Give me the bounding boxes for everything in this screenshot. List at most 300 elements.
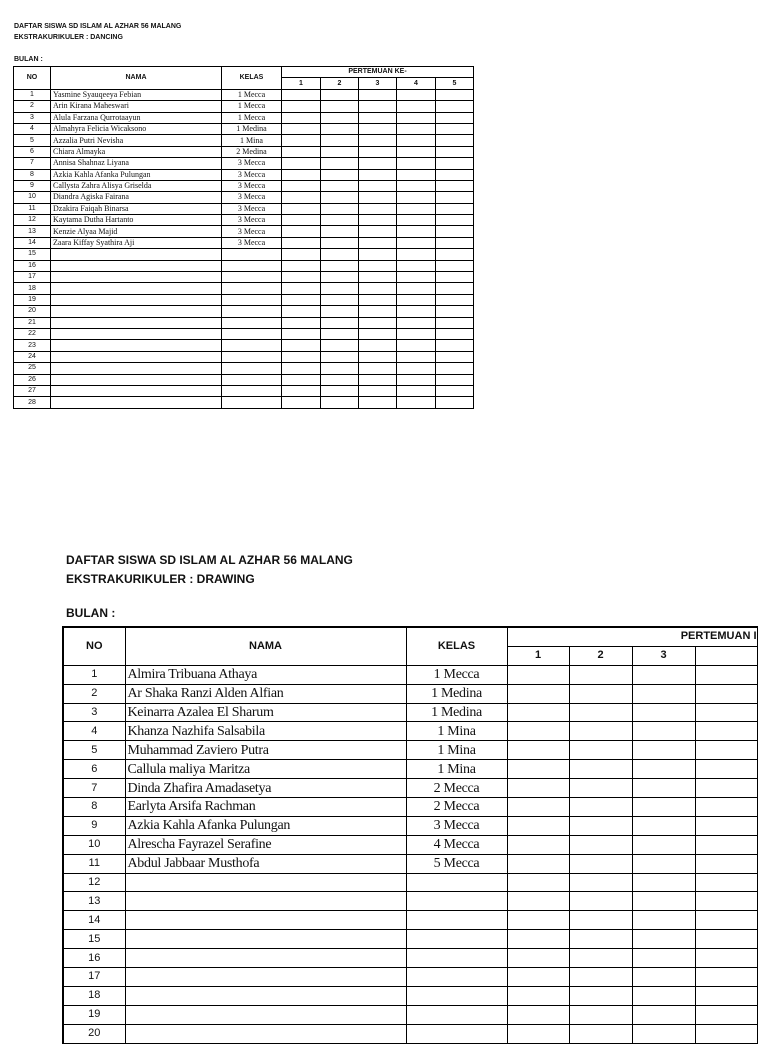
table-row [14,101,474,112]
attendance-cell [397,363,436,374]
attendance-cell [436,237,474,248]
attendance-cell [436,351,474,362]
student-class: 1 Mina [406,760,507,779]
attendance-cell [282,101,321,112]
student-class: 3 Mecca [222,169,282,180]
attendance-cell [321,123,359,134]
student-name [51,363,222,374]
student-class: 1 Mina [406,722,507,741]
attendance-cell [632,816,695,835]
attendance-cell [282,180,321,191]
student-class [222,272,282,283]
student-name: Alrescha Fayrazel Serafine [125,835,406,854]
student-name: Callula maliya Maritza [125,760,406,779]
attendance-cell [321,135,359,146]
student-class: 3 Mecca [222,180,282,191]
table-row [63,760,757,779]
attendance-cell [569,892,632,911]
attendance-cell [321,101,359,112]
table-row [14,146,474,157]
table-row [14,203,474,214]
row-number: 24 [14,351,51,362]
attendance-cell [632,722,695,741]
attendance-cell [282,294,321,305]
row-number: 19 [14,294,51,305]
row-number: 26 [14,374,51,385]
attendance-cell [569,703,632,722]
attendance-cell [397,340,436,351]
col-no-header: NO [14,67,51,90]
attendance-cell [569,986,632,1005]
attendance-cell [507,892,569,911]
table-row [63,703,757,722]
row-number: 13 [63,892,125,911]
table-row [14,215,474,226]
table-row [63,741,757,760]
student-name [51,260,222,271]
row-number: 6 [14,146,51,157]
attendance-cell [282,112,321,123]
attendance-cell [282,317,321,328]
row-number: 3 [63,703,125,722]
attendance-cell [397,351,436,362]
attendance-cell [569,873,632,892]
attendance-cell [282,192,321,203]
row-number: 27 [14,385,51,396]
attendance-cell [695,949,757,968]
attendance-cell [282,237,321,248]
student-name: Azzalia Putri Nevisha [51,135,222,146]
attendance-cell [321,260,359,271]
row-number: 8 [63,798,125,817]
attendance-cell [507,968,569,987]
attendance-cell [321,283,359,294]
student-name: Chiara Almayka [51,146,222,157]
attendance-cell [321,294,359,305]
session-header: 1 [282,78,321,89]
attendance-cell [507,779,569,798]
attendance-cell [397,260,436,271]
attendance-cell [359,192,397,203]
table-row [14,363,474,374]
attendance-cell [695,816,757,835]
attendance-cell [359,215,397,226]
table-row [14,260,474,271]
attendance-cell [282,283,321,294]
attendance-cell [507,665,569,684]
attendance-cell [632,911,695,930]
row-number: 19 [63,1005,125,1024]
student-class: 2 Mecca [406,779,507,798]
attendance-cell [321,306,359,317]
table-row [63,930,757,949]
attendance-cell [632,1005,695,1024]
student-name [125,986,406,1005]
attendance-cell [507,949,569,968]
table-row [63,798,757,817]
attendance-cell [321,215,359,226]
attendance-cell [436,203,474,214]
attendance-cell [359,135,397,146]
attendance-cell [397,283,436,294]
row-number: 17 [14,272,51,283]
attendance-cell [359,397,397,408]
attendance-cell [632,665,695,684]
attendance-cell [695,892,757,911]
attendance-cell [569,968,632,987]
row-number: 14 [14,237,51,248]
attendance-cell [321,169,359,180]
student-name: Azkia Kahla Afanka Pulungan [125,816,406,835]
row-number: 16 [14,260,51,271]
row-number: 10 [63,835,125,854]
attendance-cell [359,374,397,385]
table-row [14,158,474,169]
attendance-cell [397,385,436,396]
attendance-cell [321,272,359,283]
attendance-cell [507,873,569,892]
attendance-cell [359,328,397,339]
attendance-cell [632,760,695,779]
attendance-cell [569,835,632,854]
student-class [222,283,282,294]
attendance-cell [321,317,359,328]
table-row [63,816,757,835]
attendance-cell [695,986,757,1005]
attendance-cell [282,328,321,339]
sheet-title: DAFTAR SISWA SD ISLAM AL AZHAR 56 MALANG [66,553,353,567]
student-class: 1 Mina [406,741,507,760]
table-row [14,374,474,385]
attendance-cell [282,158,321,169]
attendance-cell [507,760,569,779]
attendance-cell [507,986,569,1005]
attendance-cell [436,89,474,100]
student-class [222,249,282,260]
attendance-cell [282,135,321,146]
attendance-cell [321,237,359,248]
session-header: 3 [632,646,695,665]
row-number: 18 [14,283,51,294]
row-number: 7 [63,779,125,798]
attendance-cell [507,911,569,930]
sheet-drawing [0,540,768,1040]
attendance-cell [695,760,757,779]
attendance-cell [282,272,321,283]
attendance-cell [397,146,436,157]
attendance-cell [282,215,321,226]
student-name [51,351,222,362]
bulan-label: BULAN : [14,56,43,63]
attendance-table [62,626,758,1044]
session-header: 4 [397,78,436,89]
attendance-cell [397,89,436,100]
student-name: Abdul Jabbaar Musthofa [125,854,406,873]
table-row [14,317,474,328]
attendance-cell [397,158,436,169]
row-number: 1 [63,665,125,684]
attendance-cell [321,363,359,374]
attendance-cell [282,226,321,237]
student-name: Dinda Zhafira Amadasetya [125,779,406,798]
student-name: Annisa Shahnaz Liyana [51,158,222,169]
attendance-cell [359,306,397,317]
attendance-cell [436,146,474,157]
student-name: Keinarra Azalea El Sharum [125,703,406,722]
student-class: 1 Mecca [222,112,282,123]
row-number: 20 [14,306,51,317]
attendance-cell [695,1005,757,1024]
table-row [63,986,757,1005]
table-row [63,835,757,854]
attendance-cell [632,684,695,703]
row-number: 7 [14,158,51,169]
attendance-cell [321,374,359,385]
attendance-cell [282,249,321,260]
attendance-cell [359,158,397,169]
student-class [222,306,282,317]
session-header: 1 [507,646,569,665]
attendance-cell [397,192,436,203]
attendance-cell [436,385,474,396]
sheet-title: DAFTAR SISWA SD ISLAM AL AZHAR 56 MALANG [14,23,182,30]
row-number: 13 [14,226,51,237]
attendance-cell [282,89,321,100]
attendance-cell [282,374,321,385]
student-name: Almahyra Felicia Wicaksono [51,123,222,134]
attendance-cell [397,317,436,328]
table-row [63,968,757,987]
attendance-cell [569,1005,632,1024]
student-name [51,374,222,385]
col-kelas-header: KELAS [222,67,282,90]
row-number: 11 [63,854,125,873]
attendance-cell [282,123,321,134]
row-number: 16 [63,949,125,968]
col-nama-header: NAMA [51,67,222,90]
attendance-cell [507,703,569,722]
attendance-cell [695,911,757,930]
student-name [125,1024,406,1043]
attendance-cell [569,741,632,760]
attendance-cell [632,835,695,854]
row-number: 28 [14,397,51,408]
student-name [125,949,406,968]
attendance-cell [321,158,359,169]
col-pertemuan-header: PERTEMUAN I [507,627,757,646]
attendance-cell [569,911,632,930]
table-row [63,779,757,798]
student-class [406,1024,507,1043]
table-row [14,294,474,305]
attendance-cell [282,363,321,374]
table-row [14,340,474,351]
row-number: 22 [14,328,51,339]
attendance-cell [359,294,397,305]
student-class: 3 Mecca [222,203,282,214]
table-row [63,684,757,703]
student-name: Dzakira Faiqah Binarsa [51,203,222,214]
attendance-cell [569,816,632,835]
table-row [14,237,474,248]
bulan-label: BULAN : [66,606,116,620]
attendance-cell [569,684,632,703]
attendance-cell [632,892,695,911]
attendance-cell [632,741,695,760]
student-class: 1 Mecca [222,89,282,100]
row-number: 4 [63,722,125,741]
student-class: 1 Mecca [222,101,282,112]
attendance-cell [507,816,569,835]
attendance-cell [436,374,474,385]
row-number: 23 [14,340,51,351]
attendance-cell [507,684,569,703]
student-name: Almira Tribuana Athaya [125,665,406,684]
student-class [406,1005,507,1024]
attendance-cell [397,397,436,408]
table-row [14,89,474,100]
session-header: 3 [359,78,397,89]
sheet-subtitle: EKSTRAKURIKULER : DANCING [14,34,123,41]
student-class [222,294,282,305]
attendance-cell [632,968,695,987]
attendance-cell [695,873,757,892]
attendance-cell [436,249,474,260]
student-class [222,351,282,362]
student-class [222,260,282,271]
attendance-cell [632,873,695,892]
attendance-cell [397,306,436,317]
attendance-cell [359,146,397,157]
student-class: 1 Medina [222,123,282,134]
table-row [63,1005,757,1024]
student-class: 1 Mecca [406,665,507,684]
row-number: 2 [63,684,125,703]
student-class [222,317,282,328]
table-row [63,949,757,968]
col-nama-header: NAMA [125,627,406,665]
attendance-cell [436,101,474,112]
attendance-cell [507,835,569,854]
attendance-cell [507,722,569,741]
attendance-cell [397,294,436,305]
attendance-cell [507,741,569,760]
attendance-cell [436,397,474,408]
student-name [51,340,222,351]
attendance-cell [436,328,474,339]
attendance-cell [359,180,397,191]
student-name: Kaytama Dutha Hartanto [51,215,222,226]
row-number: 12 [14,215,51,226]
attendance-cell [359,363,397,374]
attendance-cell [436,294,474,305]
attendance-cell [282,385,321,396]
student-name [125,873,406,892]
attendance-cell [321,397,359,408]
attendance-cell [282,169,321,180]
attendance-cell [359,340,397,351]
attendance-cell [507,798,569,817]
session-header: 2 [321,78,359,89]
attendance-cell [569,722,632,741]
attendance-cell [436,192,474,203]
student-class [406,986,507,1005]
attendance-cell [282,146,321,157]
attendance-cell [695,665,757,684]
student-class: 3 Mecca [222,192,282,203]
student-name [51,317,222,328]
attendance-cell [359,101,397,112]
attendance-cell [282,260,321,271]
table-row [14,306,474,317]
attendance-cell [436,363,474,374]
table-row [14,112,474,123]
table-row [14,397,474,408]
table-row [63,911,757,930]
table-row [63,1024,757,1043]
attendance-cell [282,306,321,317]
student-name: Yasmine Syauqeeya Febian [51,89,222,100]
student-name: Callysta Zahra Alisya Griselda [51,180,222,191]
row-number: 2 [14,101,51,112]
student-name: Khanza Nazhifa Salsabila [125,722,406,741]
attendance-cell [397,237,436,248]
table-row [63,722,757,741]
student-class [406,892,507,911]
student-name: Muhammad Zaviero Putra [125,741,406,760]
attendance-cell [321,340,359,351]
row-number: 11 [14,203,51,214]
attendance-cell [507,854,569,873]
student-class: 3 Mecca [222,215,282,226]
attendance-cell [436,340,474,351]
attendance-cell [359,89,397,100]
attendance-cell [569,949,632,968]
attendance-cell [397,215,436,226]
table-row [63,665,757,684]
row-number: 21 [14,317,51,328]
attendance-cell [569,854,632,873]
attendance-cell [359,237,397,248]
student-name: Arin Kirana Maheswari [51,101,222,112]
attendance-cell [282,203,321,214]
attendance-cell [695,722,757,741]
row-number: 9 [63,816,125,835]
attendance-cell [436,215,474,226]
student-name [51,397,222,408]
attendance-cell [632,798,695,817]
student-class [406,873,507,892]
student-name: Zaara Kiffay Syathira Aji [51,237,222,248]
attendance-cell [632,930,695,949]
attendance-cell [695,684,757,703]
attendance-cell [321,249,359,260]
row-number: 9 [14,180,51,191]
table-row [14,123,474,134]
attendance-cell [321,328,359,339]
attendance-cell [436,260,474,271]
student-class [406,930,507,949]
row-number: 25 [14,363,51,374]
attendance-cell [695,703,757,722]
attendance-cell [569,930,632,949]
attendance-cell [507,1024,569,1043]
row-number: 1 [14,89,51,100]
student-class [222,397,282,408]
attendance-cell [436,272,474,283]
attendance-cell [397,272,436,283]
attendance-cell [695,968,757,987]
